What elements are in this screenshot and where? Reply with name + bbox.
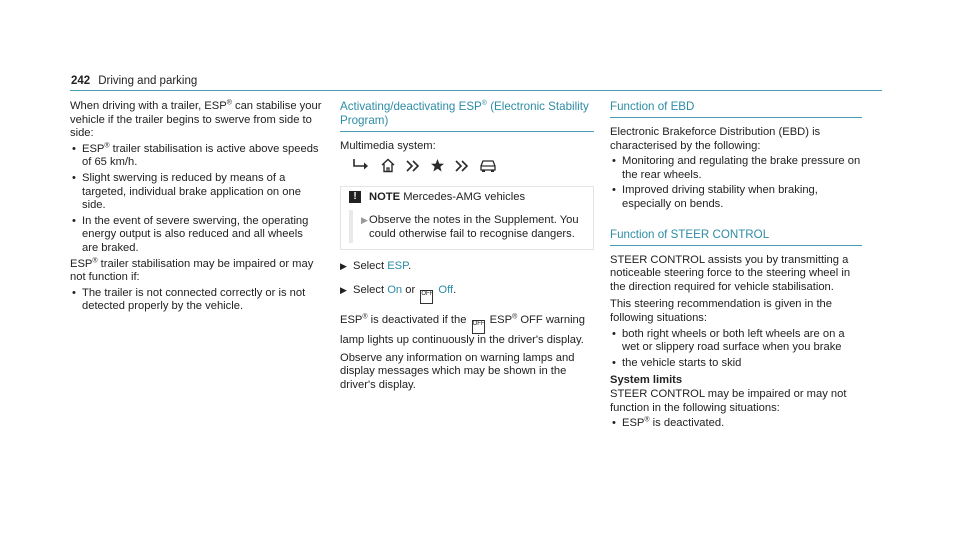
steer-paragraph: STEER CONTROL assists you by transmitting a noticeable steering force to the steering wheel in the direction required for vehicle stabilisation. — [610, 253, 851, 293]
vehicle-settings-icon[interactable] — [479, 158, 497, 178]
bullet-icon: • — [612, 356, 616, 369]
list-item: • In the event of severe swerving, the operating energy output is also reduced and all wheels are braked. — [72, 214, 309, 254]
intro-paragraph: When driving with a trailer, ESP® can stabilise your vehicle if the trailer begins to swerve from side to side: — [70, 99, 322, 140]
menu-path — [352, 158, 594, 178]
double-chevron-icon — [455, 159, 469, 177]
esp-menu-item[interactable]: ESP — [387, 260, 409, 273]
note-box — [340, 186, 594, 251]
step-select-on-off: ▶ Select On or OFF Off. — [340, 284, 594, 304]
list-item: • ESP® trailer stabilisation is active above speeds of 65 km/h. — [72, 142, 319, 169]
limits-bullets — [610, 417, 862, 431]
impairment-bullets — [70, 287, 322, 314]
header-rule — [70, 90, 882, 91]
bullet-icon: • — [72, 286, 76, 299]
bullet-icon: • — [612, 327, 616, 340]
warning-icon: ! — [349, 191, 361, 203]
home-icon[interactable] — [380, 158, 396, 178]
bullet-icon: • — [612, 155, 616, 168]
warning-lamps-paragraph: Observe any information on warning lamps and display messages which may be shown in the driver's display. — [340, 351, 575, 391]
list-item: • ESP® is deactivated. — [612, 416, 725, 430]
arrow-icon: ▶ — [340, 284, 347, 295]
section-title: Driving and parking — [98, 75, 198, 87]
list-item: • Monitoring and regulating the brake pressure on the rear wheels. — [612, 155, 861, 181]
column-ebd-steer — [610, 100, 862, 433]
note-content: ▶ Observe the notes in the Supplement. You could otherwise fail to recognise dangers. — [349, 210, 585, 243]
list-item: • Slight swerving is reduced by means of a targeted, individual brake application on one side. — [72, 171, 301, 212]
ebd-paragraph: Electronic Brakeforce Distribution (EBD) is characterised by the following: — [610, 126, 821, 152]
steer-control-heading: Function of STEER CONTROL — [610, 228, 862, 246]
arrow-icon: ▶ — [340, 261, 347, 272]
bullet-icon: • — [72, 171, 76, 184]
bullet-icon: • — [612, 417, 616, 430]
double-chevron-icon — [406, 159, 420, 177]
esp-off-icon: OFF — [472, 320, 485, 334]
list-item: • The trailer is not connected correctly or is not detected properly by the vehicle. — [72, 286, 306, 313]
page-header — [71, 75, 197, 89]
note-label: NOTE — [369, 190, 401, 203]
impairment-paragraph: ESP® trailer stabilisation may be impaired or may not function if: — [70, 256, 314, 284]
bullet-icon: • — [72, 214, 76, 227]
list-item: • the vehicle starts to skid — [612, 356, 742, 369]
list-item: • both right wheels or both left wheels are on a wet or slippery road surface when you brake — [612, 327, 845, 354]
bullet-icon: • — [72, 142, 76, 155]
note-title — [349, 191, 585, 205]
on-option[interactable]: On — [387, 283, 403, 296]
off-option[interactable]: Off — [438, 283, 454, 296]
corner-arrow-icon — [352, 158, 370, 177]
page-number: 242 — [71, 75, 91, 87]
star-icon[interactable] — [430, 158, 445, 178]
steer-situations-paragraph: This steering recommendation is given in the following situations: — [610, 298, 832, 324]
multimedia-label: Multimedia system: — [340, 140, 436, 152]
ebd-bullets — [610, 155, 862, 211]
column-esp-activation — [340, 100, 594, 392]
step-select-esp: ▶ Select ESP. — [340, 260, 412, 273]
bullet-icon: • — [612, 184, 616, 197]
column-trailer-stabilisation — [70, 100, 322, 316]
esp-heading: Activating/deactivating ESP® (Electronic Stability Program) — [340, 100, 594, 132]
list-item: • Improved driving stability when braking, especially on bends. — [612, 184, 818, 210]
system-limits-paragraph: STEER CONTROL may be impaired or may not function in the following situations: — [610, 387, 847, 414]
esp-off-icon: OFF — [420, 290, 433, 304]
ebd-heading: Function of EBD — [610, 100, 862, 118]
esp-deactivated-paragraph: ESP® is deactivated if the OFF ESP® OFF warning lamp lights up continuously in the driver's display. — [340, 313, 585, 346]
arrow-icon: ▶ — [361, 215, 368, 226]
trailer-bullets — [70, 143, 322, 256]
system-limits-heading: System limits — [610, 374, 683, 387]
steer-bullets — [610, 328, 862, 371]
note-heading: Mercedes-AMG vehicles — [403, 190, 526, 203]
